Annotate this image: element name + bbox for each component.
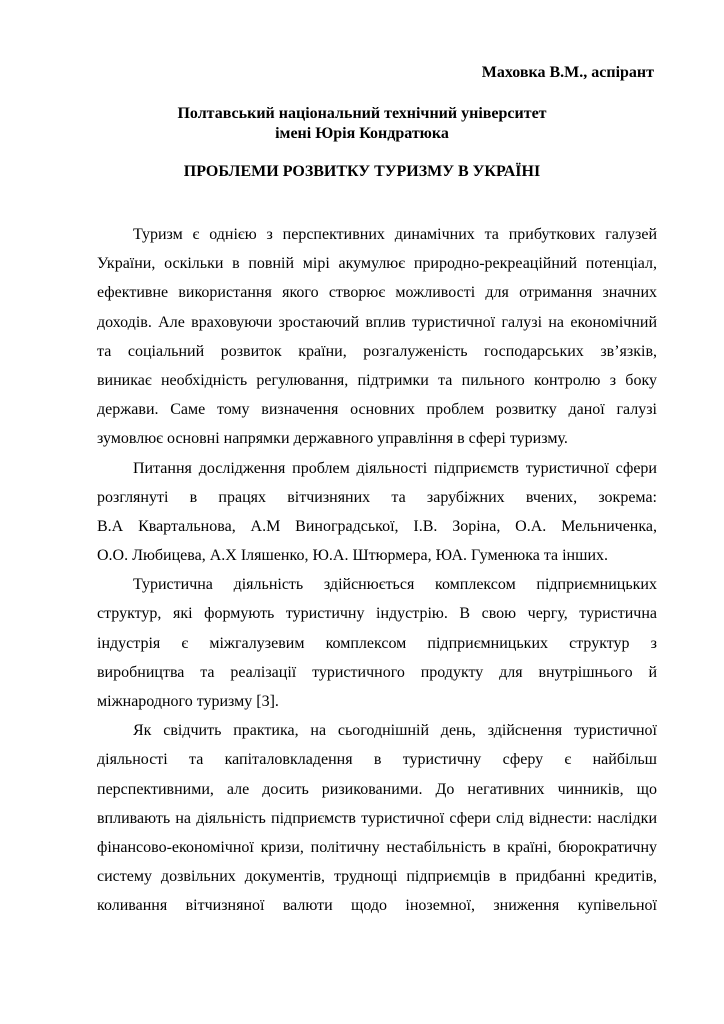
text-line: ефективне використання якого створює можливості для отримання значних: [97, 284, 657, 302]
text-line: фінансово-економічної кризи, політичну нестабільність в країні, бюрократичну: [97, 838, 657, 856]
author-line: Маховка В.М., аспірант: [481, 64, 654, 81]
text-line: Питання дослідження проблем діяльності підприємств туристичної сфери: [133, 459, 657, 477]
text-line: зумовлює основні напрямки державного управління в сфері туризму.: [97, 430, 568, 448]
text-line: В.А Квартальнова, А.М Виноградської, І.В. Зоріна, О.А. Мельниченка,: [97, 517, 657, 535]
text-line: систему дозвільних документів, труднощі підприємців в придбанні кредитів,: [97, 868, 657, 886]
text-line: доходів. Але враховуючи зростаючий вплив туристичної галузі на економічний: [97, 313, 657, 331]
text-line: та соціальний розвиток країни, розгалуженість господарських зв’язків,: [97, 342, 657, 360]
paragraph-1: [97, 220, 657, 454]
text-line: міжнародного туризму [3].: [97, 693, 279, 710]
text-line: коливання вітчизняної валюти щодо іноземної, зниження купівельної: [97, 897, 657, 915]
text-line: Туристична діяльність здійснюється комплексом підприємницьких: [133, 576, 657, 594]
text-line: виникає необхідність регулювання, підтримки та пильного контролю з боку: [97, 371, 657, 389]
text-line: України, оскільки в повній мірі акумулює природно-рекреаційний потенціал,: [97, 255, 657, 273]
affiliation-line-2: імені Юрія Кондратюка: [275, 125, 449, 142]
text-line: діяльності та капіталовкладення в туристичну сферу є найбільш: [97, 751, 657, 769]
text-line: впливають на діяльність підприємств туристичної сфери слід віднести: наслідки: [97, 809, 657, 827]
document-title: ПРОБЛЕМИ РОЗВИТКУ ТУРИЗМУ В УКРАЇНІ: [183, 163, 541, 180]
text-line: розглянуті в працях вітчизняних та зарубіжних вчених, зокрема:: [97, 488, 657, 506]
text-line: виробництва та реалізації туристичного продукту для внутрішнього й: [97, 663, 657, 681]
body-text: [97, 220, 657, 921]
text-line: О.О. Любицева, А.Х Іляшенко, Ю.А. Штюрмера, ЮА. Гуменюка та інших.: [97, 547, 608, 565]
text-line: Як свідчить практика, на сьогоднішній день, здійснення туристичної: [133, 722, 657, 740]
paragraph-4: [97, 716, 657, 920]
text-line: перспективними, але досить ризикованими. До негативних чинників, що: [97, 780, 657, 798]
text-line: держави. Саме тому визначення основних проблем розвитку даної галузі: [97, 401, 657, 419]
paragraph-2: [97, 454, 657, 571]
text-line: структур, які формують туристичну індустрію. В свою чергу, туристична: [97, 605, 657, 623]
affiliation: [0, 104, 724, 144]
text-line: індустрія є міжгалузевим комплексом підприємницьких структур з: [97, 634, 657, 652]
text-line: Туризм є однією з перспективних динамічних та прибуткових галузей: [133, 226, 657, 243]
paragraph-3: [97, 570, 657, 716]
affiliation-line-1: Полтавський національний технічний університет: [177, 105, 547, 122]
